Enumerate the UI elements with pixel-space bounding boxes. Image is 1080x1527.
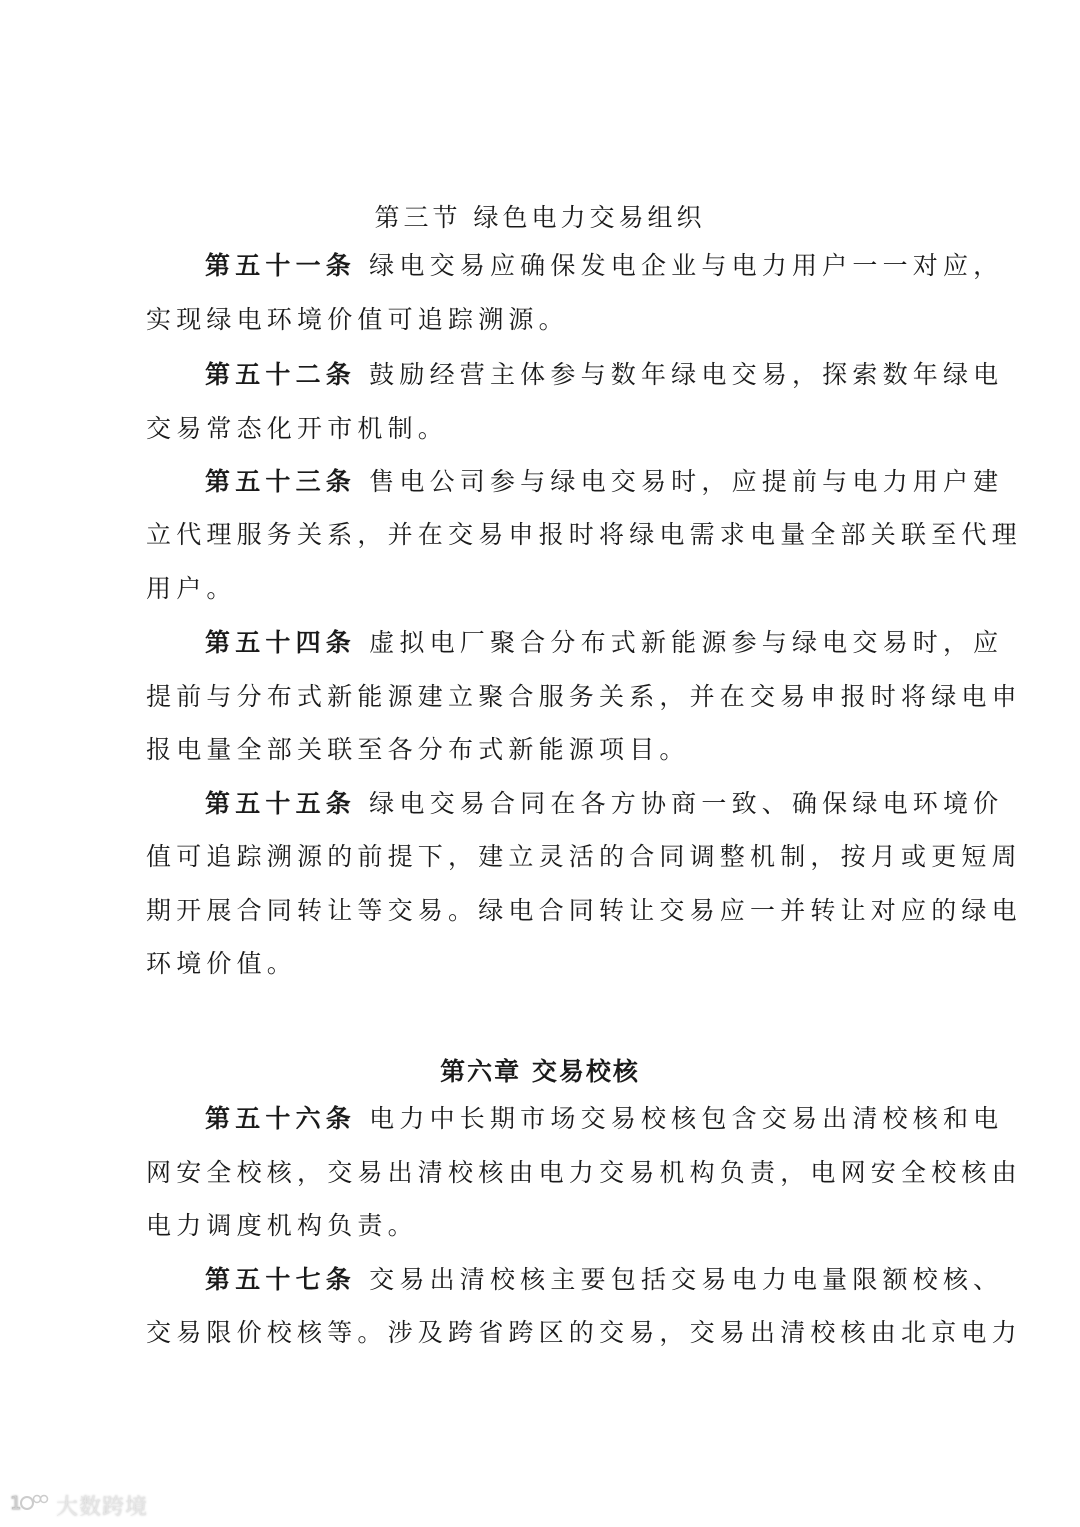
article-53-line-2: 立代理服务关系，并在交易申报时将绿电需求电量全部关联至代理 <box>146 520 1022 549</box>
article-55-line-3: 期开展合同转让等交易。绿电合同转让交易应一并转让对应的绿电 <box>146 896 1022 925</box>
chapter-title: 第六章 交易校核 <box>440 1057 640 1086</box>
1688-logo-icon <box>10 1490 50 1520</box>
article-51-line-2: 实现绿电环境价值可追踪溯源。 <box>146 305 569 334</box>
article-53-line-3: 用户。 <box>146 574 237 603</box>
article-52-line-2: 交易常态化开市机制。 <box>146 414 449 443</box>
article-56-line-3: 电力调度机构负责。 <box>146 1211 418 1240</box>
article-52-line-1: 第五十二条 鼓励经营主体参与数年绿电交易，探索数年绿电 <box>205 360 1004 389</box>
watermark-text: 大数跨境 <box>56 1495 149 1520</box>
svg-text:1: 1 <box>10 1493 23 1514</box>
article-54-line-3: 报电量全部关联至各分布式新能源项目。 <box>146 735 690 764</box>
section-title: 第三节 绿色电力交易组织 <box>374 203 706 232</box>
article-55-line-1: 第五十五条 绿电交易合同在各方协商一致、确保绿电环境价 <box>205 789 1004 818</box>
watermark <box>10 1490 148 1521</box>
article-57-line-1: 第五十七条 交易出清校核主要包括交易电力电量限额校核、 <box>205 1265 1004 1294</box>
article-54-line-2: 提前与分布式新能源建立聚合服务关系，并在交易申报时将绿电申 <box>146 682 1022 711</box>
article-51-line-1: 第五十一条 绿电交易应确保发电企业与电力用户一一对应， <box>205 251 1004 280</box>
article-56-line-1: 第五十六条 电力中长期市场交易校核包含交易出清校核和电 <box>205 1104 1004 1133</box>
article-55-line-2: 值可追踪溯源的前提下，建立灵活的合同调整机制，按月或更短周 <box>146 842 1022 871</box>
article-53-line-1: 第五十三条 售电公司参与绿电交易时，应提前与电力用户建 <box>205 467 1004 496</box>
article-55-line-4: 环境价值。 <box>146 949 298 978</box>
article-56-line-2: 网安全校核，交易出清校核由电力交易机构负责，电网安全校核由 <box>146 1158 1022 1187</box>
article-54-line-1: 第五十四条 虚拟电厂聚合分布式新能源参与绿电交易时，应 <box>205 628 1004 657</box>
article-57-line-2: 交易限价校核等。涉及跨省跨区的交易，交易出清校核由北京电力 <box>146 1318 1022 1347</box>
